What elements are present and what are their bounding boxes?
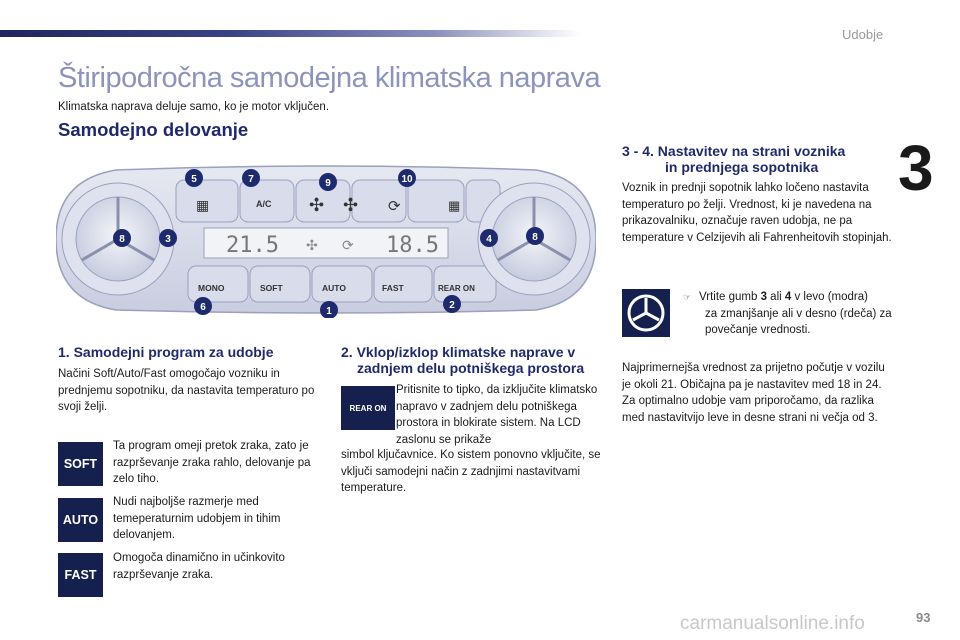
svg-text:FAST: FAST [382,283,404,293]
svg-text:5: 5 [191,174,197,185]
svg-text:✣: ✣ [306,237,318,253]
auto-text: Nudi najboljše razmerje med temeperaturnim udobjem in tihim delovanjem. [113,496,281,541]
section34-text: Voznik in prednji sopotnik lahko ločeno nastavita temperaturo po želji. Vrednost, ki je navedena na prikazovalniku, označuje raven udobja, ne pa temperature v Celzijevih ali Fahrenheitovih stopinjah. [622,182,892,244]
soft-button-icon: SOFT [58,442,103,486]
svg-text:▦: ▦ [196,197,210,213]
section-name: Udobje [842,27,884,42]
display-left: 21.5 [226,233,279,258]
intro-text: Klimatska naprava deluje samo, ko je motor vključen. [58,101,330,113]
svg-text:10: 10 [401,174,413,185]
section1-heading: 1. Samodejni program za udobje [58,344,274,360]
ac-label: A/C [256,199,272,209]
auto-button-icon: AUTO [58,498,103,542]
section2-text-2: simbol ključavnice. Ko sistem ponovno vključite, se vključi samodejni način z zadnjimi nastavitvami temperature. [341,449,601,494]
svg-text:MONO: MONO [198,283,225,293]
section34-text-2: Najprimernejša vrednost za prijetno počutje v vozilu je okoli 21. Običajna pa je nastavitev med 18 in 24. Za optimalno udobje vam priporočamo, da razlika med nastavitvijo leve in desne strani ni večja od 3. [622,362,885,424]
section1-text: Načini Soft/Auto/Fast omogočajo vozniku in prednjemu sopotniku, da nastavita temperaturo po svoji želji. [58,368,315,413]
svg-text:REAR ON: REAR ON [438,284,475,293]
climate-control-panel [56,160,596,318]
svg-text:8: 8 [532,232,538,243]
section34-heading: 3 - 4. Nastavitev na strani voznika in prednjega sopotnika [622,143,846,176]
page-number: 93 [916,610,931,625]
pointer-icon: ☞ [683,292,692,302]
svg-text:✣: ✣ [309,195,325,215]
fast-button-icon: FAST [58,553,103,597]
svg-text:⟳: ⟳ [342,237,354,253]
section2-text-1: Pritisnite to tipko, da izključite klimatsko napravo v zadnjem delu potniškega prostora in blokirate sistem. Na LCD zaslonu se prikaže [396,384,598,446]
svg-text:✣: ✣ [343,195,359,215]
watermark: carmanualsonline.info [680,613,865,634]
svg-text:8: 8 [119,234,125,245]
svg-text:SOFT: SOFT [260,283,283,293]
page-title: Štiripodročna samodejna klimatska naprava [58,62,601,94]
chapter-number: 3 [898,132,934,204]
section2-heading: 2. Vklop/izklop klimatske naprave v zadnjem delu potniškega prostora [341,344,585,377]
svg-text:AUTO: AUTO [322,283,346,293]
header-bar [0,30,580,37]
soft-text: Ta program omeji pretok zraka, zato je razprševanje zraka rahlo, delovanje pa zelo tiho. [113,440,311,485]
rear-on-button-icon: REAR ON [341,386,395,430]
temperature-knob-icon [622,289,670,337]
display-right: 18.5 [386,233,439,258]
svg-text:⟳: ⟳ [388,198,401,215]
svg-text:4: 4 [486,234,492,245]
svg-text:7: 7 [248,174,254,185]
svg-text:2: 2 [449,300,455,311]
svg-text:1: 1 [326,306,332,317]
svg-text:▦: ▦ [448,198,461,213]
svg-text:9: 9 [325,178,331,189]
svg-text:3: 3 [165,234,171,245]
fast-text: Omogoča dinamično in učinkovito razprševanje zraka. [113,552,285,581]
knob-instruction: ☞ Vrtite gumb 3 ali 4 v levo (modra) za zmanjšanje ali v desno (rdeča) za povečanje vrednosti. [683,291,892,336]
subtitle: Samodejno delovanje [58,119,249,140]
svg-text:6: 6 [200,302,206,313]
